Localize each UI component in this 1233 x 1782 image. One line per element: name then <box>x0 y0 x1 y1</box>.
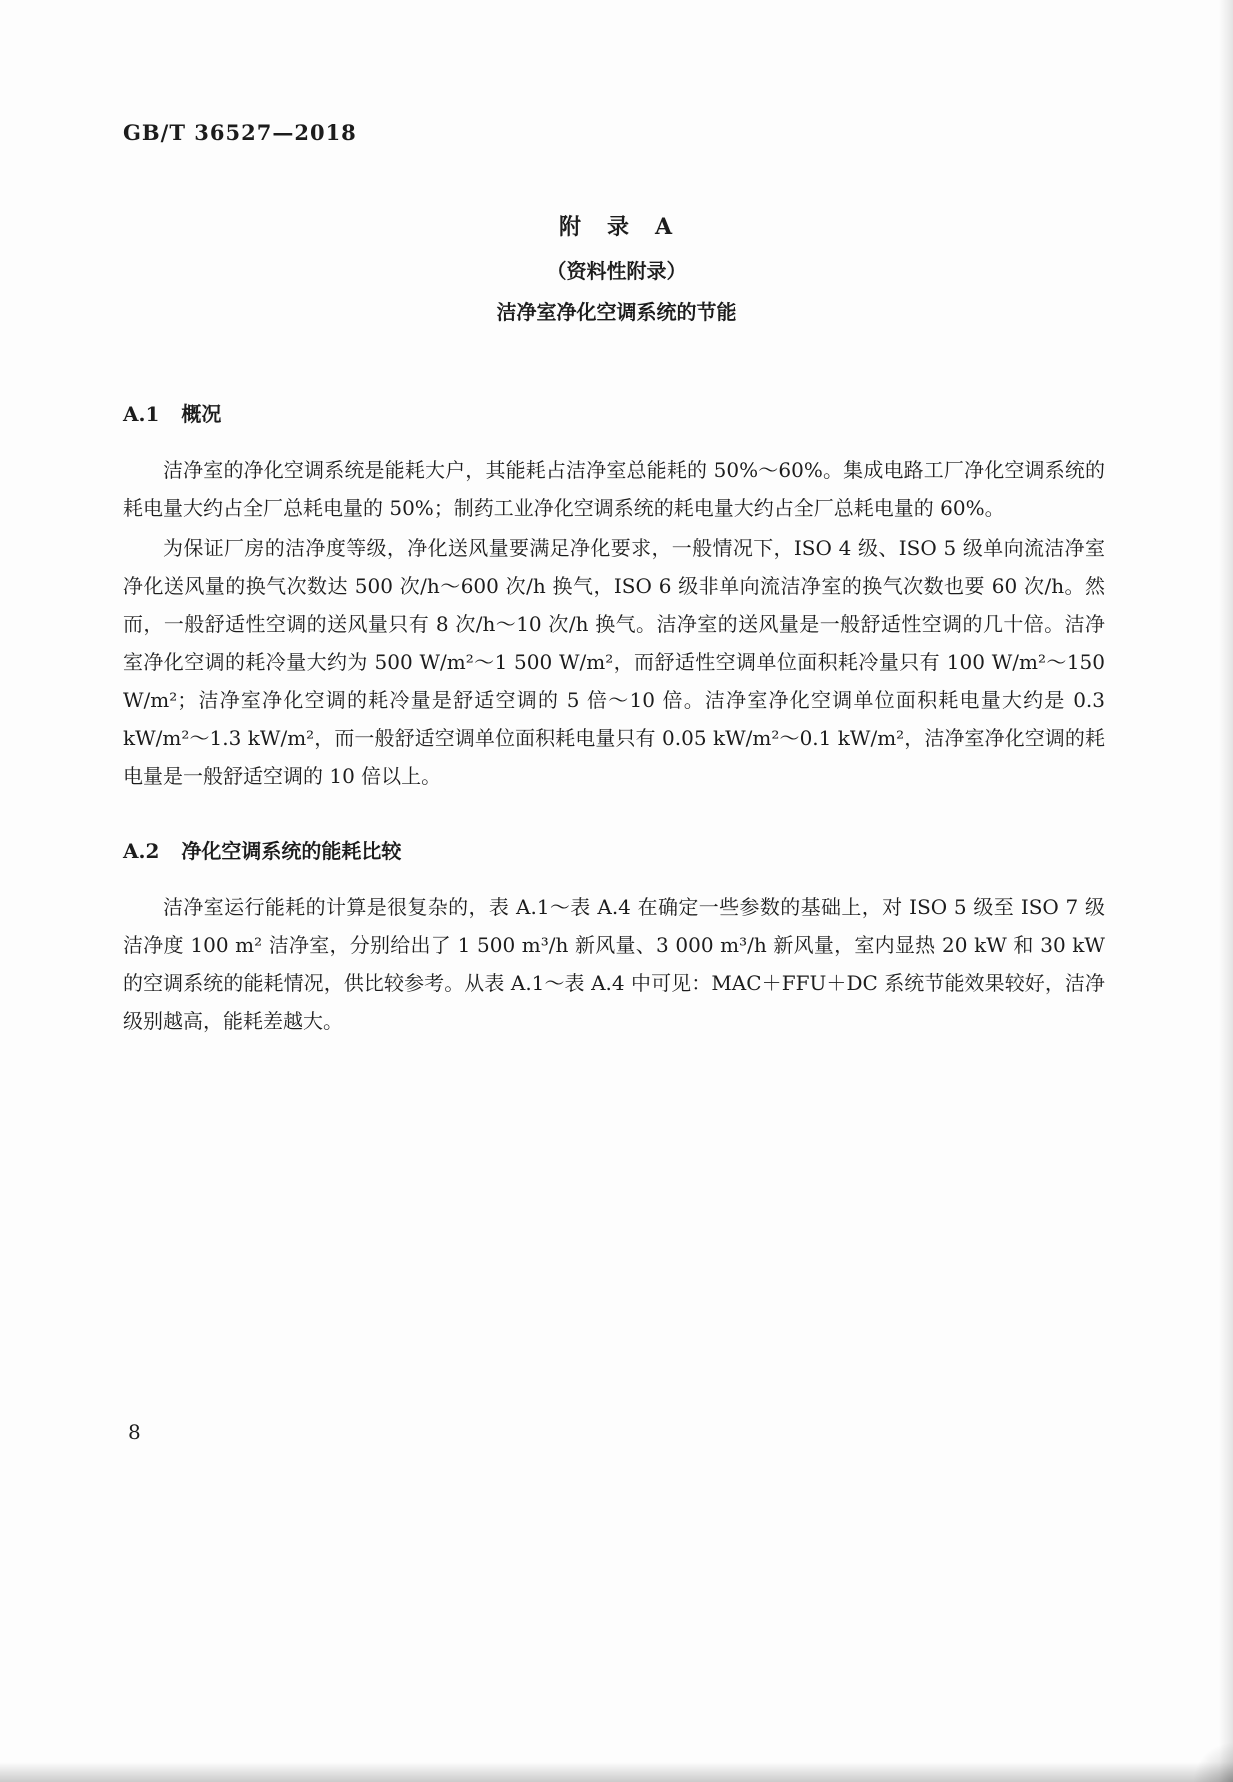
document-content <box>123 398 1105 1042</box>
section-a2-heading <box>123 835 1105 864</box>
section-a2-paragraph-1: 洁净室运行能耗的计算是很复杂的，表 A.1～表 A.4 在确定一些参数的基础上，对 ISO 5 级至 ISO 7 级洁净度 100 m² 洁净室，分别给出了 1 500 m³/h 新风量、3 000 m³/h 新风量，室内显热 20 kW 和 30 kW 的空调系统的能耗情况，供比较参考。从表 A.1～表 A.4 中可见：MAC＋FFU＋DC 系统节能效果较好，洁净级别越高，能耗差越大。 <box>123 895 1105 1033</box>
appendix-heading: 洁净室净化空调系统的节能 <box>496 300 737 324</box>
standard-number: GB/T 36527—2018 <box>123 120 357 145</box>
section-a1-number: A.1 <box>123 402 160 426</box>
scan-edge-corner <box>1193 1742 1233 1782</box>
section-a2-title: 净化空调系统的能耗比较 <box>181 839 402 863</box>
section-a1-heading <box>123 398 1105 427</box>
section-a1-title: 概况 <box>181 402 222 426</box>
section-a1-paragraph-1: 洁净室的净化空调系统是能耗大户，其能耗占洁净室总能耗的 50%～60%。集成电路工厂净化空调系统的耗电量大约占全厂总耗电量的 50%；制药工业净化空调系统的耗电量大约占全厂总耗电量的 60%。 <box>123 458 1105 520</box>
section-a2-number: A.2 <box>123 839 160 863</box>
section-a1-paragraph-2: 为保证厂房的洁净度等级，净化送风量要满足净化要求，一般情况下，ISO 4 级、ISO 5 级单向流洁净室净化送风量的换气次数达 500 次/h～600 次/h 换气，ISO 6 级非单向流洁净室的换气次数也要 60 次/h。然而，一般舒适性空调的送风量只有 8 次/h～10 次/h 换气。洁净室的送风量是一般舒适性空调的几十倍。洁净室净化空调的耗冷量大约为 500 W/m²～1 500 W/m²，而舒适性空调单位面积耗冷量只有 100 W/m²～150 W/m²；洁净室净化空调的耗冷量是舒适空调的 5 倍～10 倍。洁净室净化空调单位面积耗电量大约是 0.3 kW/m²～1.3 kW/m²，而一般舒适空调单位面积耗电量只有 0.05 kW/m²～0.1 kW/m²，洁净室净化空调的耗电量是一般舒适空调的 10 倍以上。 <box>123 536 1105 788</box>
scan-edge-bottom <box>0 1762 1233 1782</box>
appendix-subtitle: （资料性附录） <box>546 259 687 283</box>
appendix-title: 附 录 A <box>558 214 675 240</box>
appendix-title-block <box>0 210 1233 325</box>
page-number: 8 <box>128 1420 141 1444</box>
